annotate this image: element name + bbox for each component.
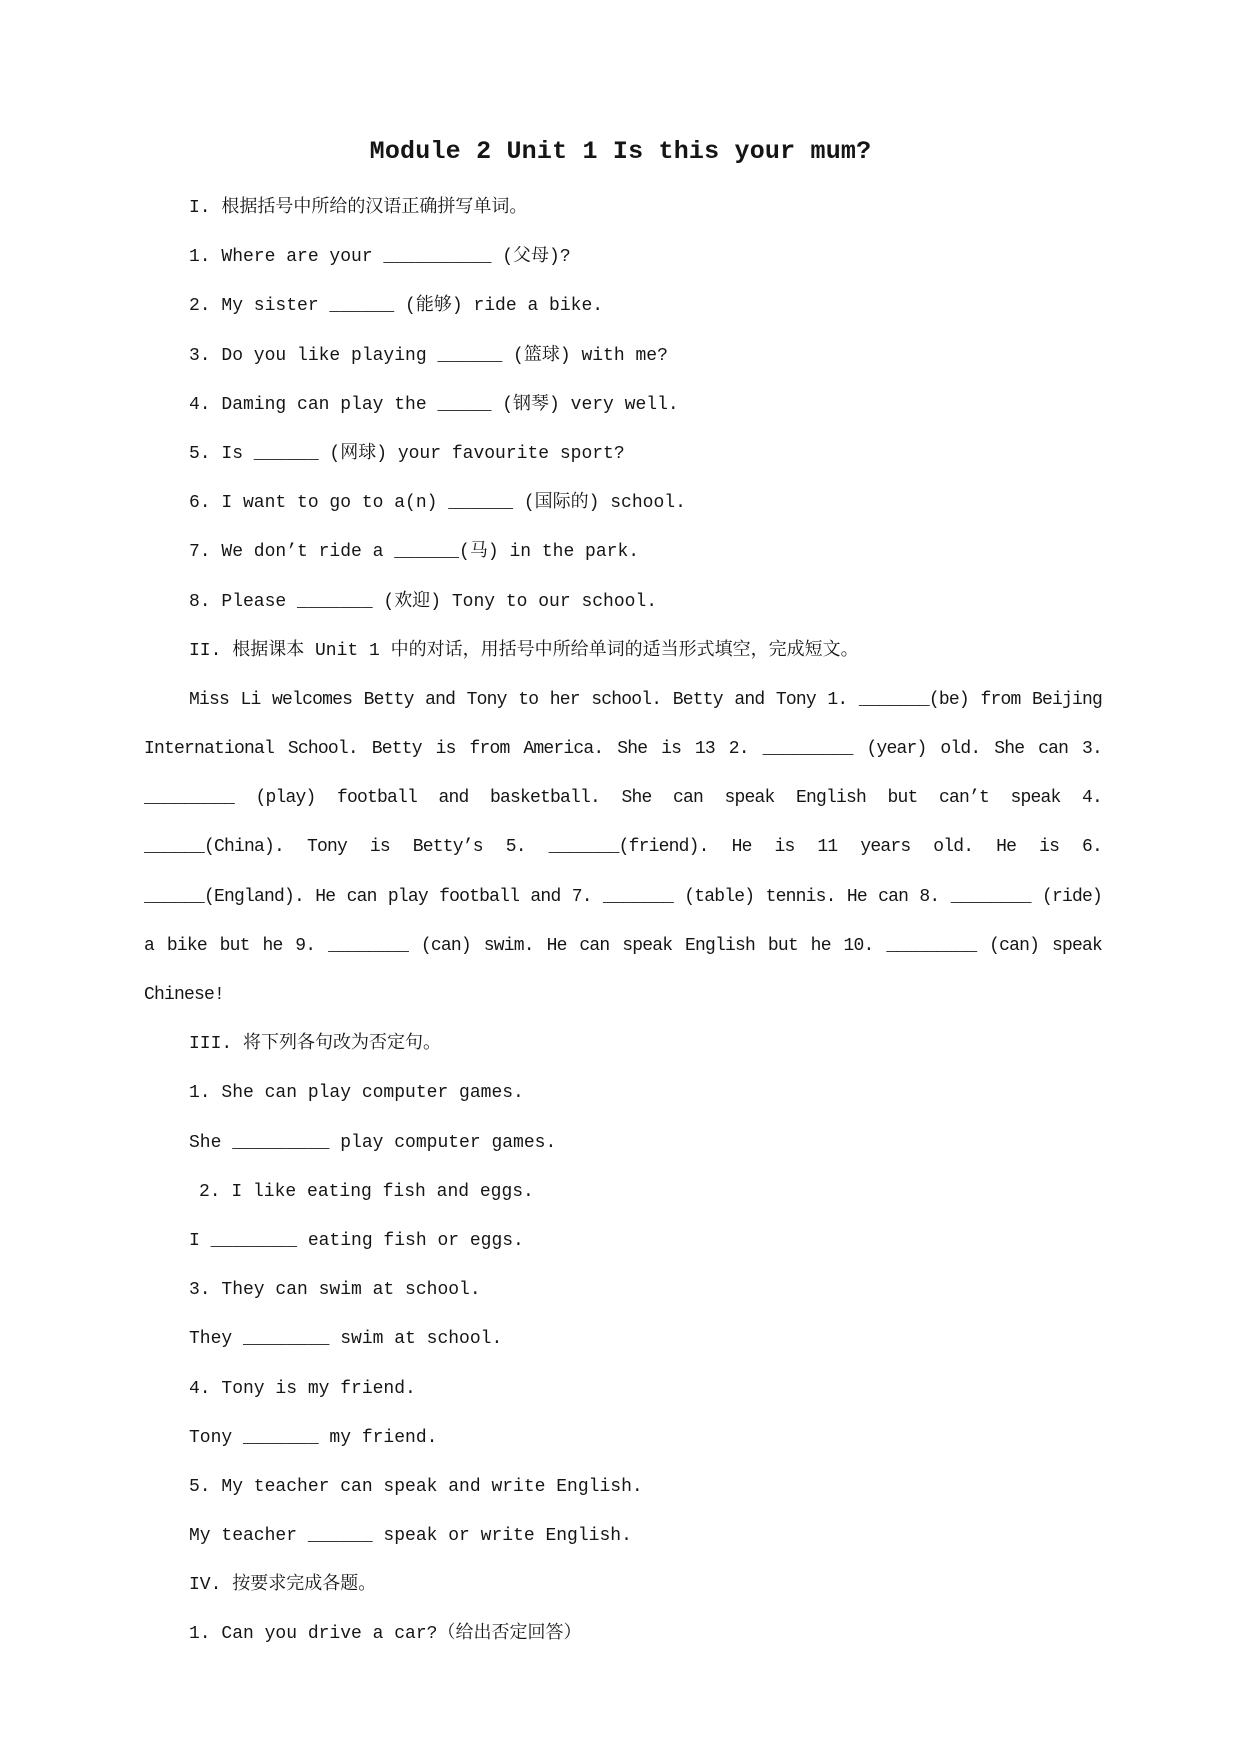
passage-line: International School. Betty is from America. She is 13 2. _________ (year) old. She can 3. <box>144 739 1102 760</box>
section-1-item: 8. Please _______ (欢迎) Tony to our school. <box>189 591 658 612</box>
section-3-sentence: 3. They can swim at school. <box>189 1280 481 1301</box>
passage-line: ______(England). He can play football and 7. _______ (table) tennis. He can 8. ________ (ride) <box>144 886 1102 907</box>
section-3-sentence: 1. She can play computer games. <box>189 1083 524 1104</box>
section-4-heading: IV. 按要求完成各题。 <box>189 1575 377 1596</box>
section-1-item: 5. Is ______ (网球) your favourite sport? <box>189 443 625 464</box>
section-3-answer-line: They ________ swim at school. <box>189 1329 503 1350</box>
passage-line: a bike but he 9. ________ (can) swim. He can speak English but he 10. _________ (can) speak <box>144 935 1102 956</box>
section-2-heading: II. 根据课本 Unit 1 中的对话，用括号中所给单词的适当形式填空，完成短文。 <box>189 640 859 661</box>
section-3-answer-line: She _________ play computer games. <box>189 1132 557 1153</box>
section-1-item: 1. Where are your __________ (父母)? <box>189 247 571 268</box>
section-3-sentence: 4. Tony is my friend. <box>189 1378 416 1399</box>
section-4-item: 1. Can you drive a car?（给出否定回答） <box>189 1624 582 1645</box>
section-1-item: 6. I want to go to a(n) ______ (国际的) school. <box>189 493 686 514</box>
section-3-answer-line: Tony _______ my friend. <box>189 1427 438 1448</box>
passage-line: Miss Li welcomes Betty and Tony to her school. Betty and Tony 1. _______(be) from Beijing <box>189 689 1102 710</box>
section-1-item: 2. My sister ______ (能够) ride a bike. <box>189 296 604 317</box>
section-3-answer-line: I ________ eating fish or eggs. <box>189 1230 524 1251</box>
section-3-sentence: 5. My teacher can speak and write English. <box>189 1476 643 1497</box>
section-1-item: 3. Do you like playing ______ (篮球) with me? <box>189 345 668 366</box>
section-1-heading: I. 根据括号中所给的汉语正确拼写单词。 <box>189 198 528 218</box>
section-1-item: 4. Daming can play the _____ (钢琴) very well. <box>189 394 679 415</box>
section-3-sentence: 2. I like eating fish and eggs. <box>199 1181 534 1202</box>
worksheet-content <box>144 184 1102 1660</box>
passage-line: _________ (play) football and basketball. She can speak English but can’t speak 4. <box>144 788 1102 809</box>
section-1-item: 7. We don’t ride a ______(马) in the park. <box>189 542 640 563</box>
page-title: Module 2 Unit 1 Is this your mum? <box>369 137 872 166</box>
section-3-heading: III. 将下列各句改为否定句。 <box>189 1034 442 1055</box>
passage-line: Chinese! <box>144 985 225 1005</box>
section-3-answer-line: My teacher ______ speak or write English. <box>189 1526 632 1547</box>
passage-line: ______(China). Tony is Betty’s 5. _______(friend). He is 11 years old. He is 6. <box>144 837 1102 858</box>
